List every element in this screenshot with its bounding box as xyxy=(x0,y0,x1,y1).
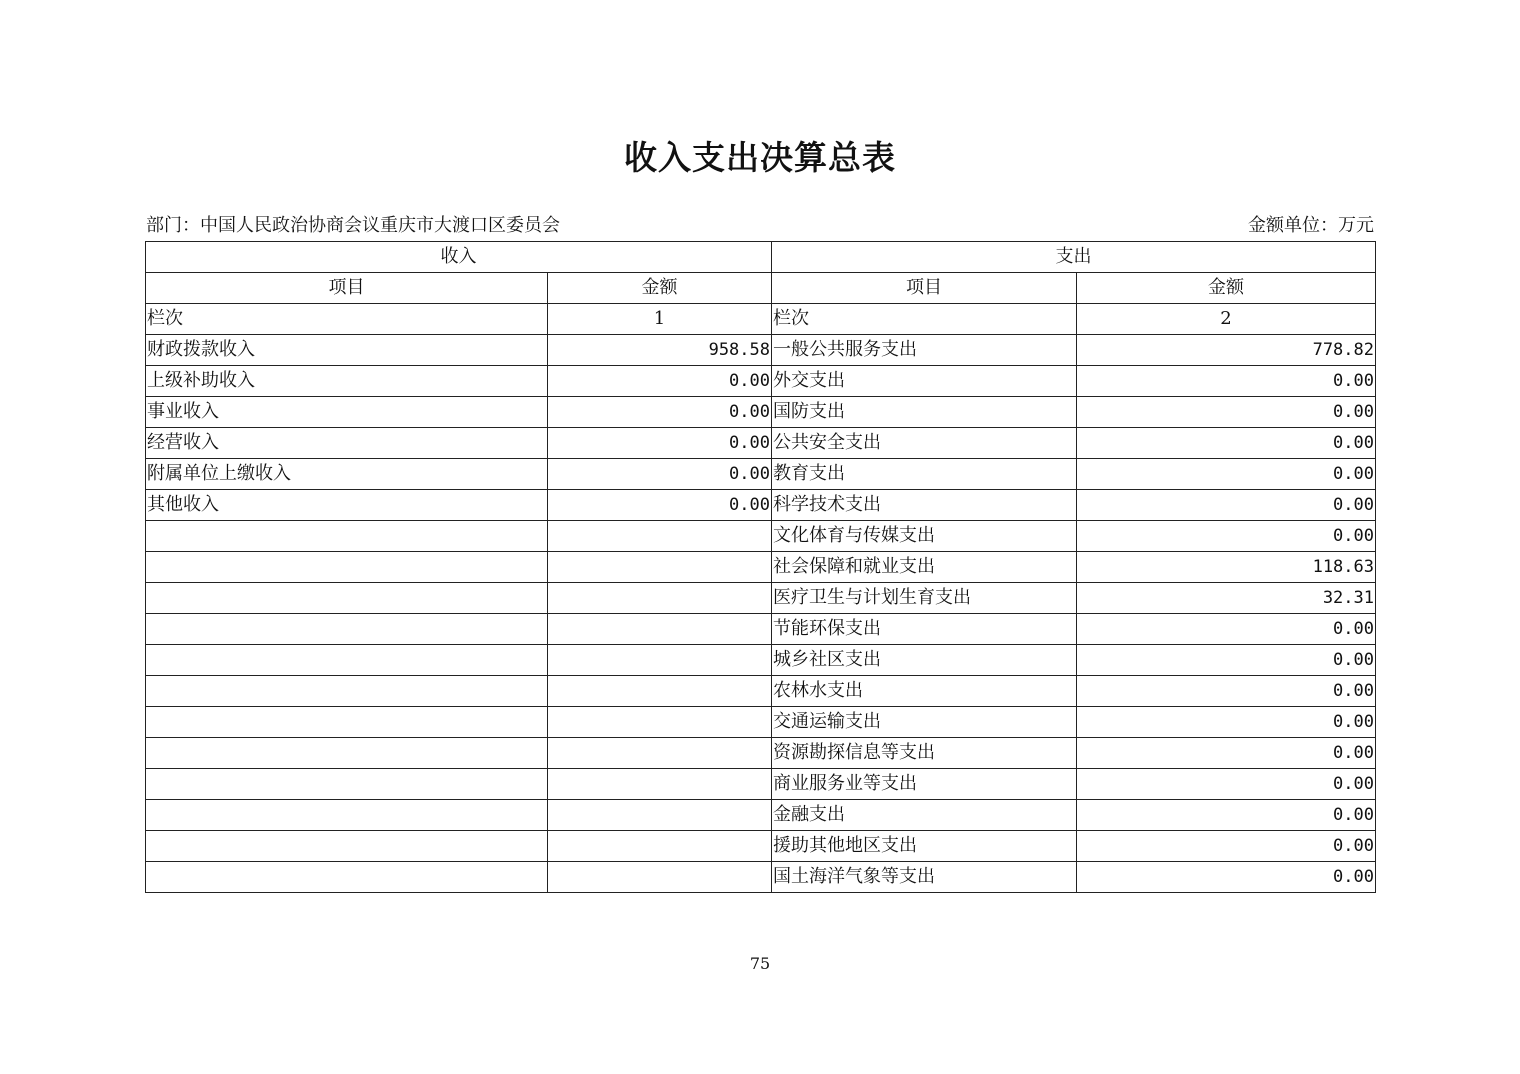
expense-item-cell: 交通运输支出 xyxy=(772,707,1077,738)
income-amount-cell: 958.58 xyxy=(548,335,772,366)
expense-amount-cell: 0.00 xyxy=(1077,428,1376,459)
expense-item-cell: 金融支出 xyxy=(772,800,1077,831)
income-item-cell: 经营收入 xyxy=(146,428,548,459)
expense-item-cell: 城乡社区支出 xyxy=(772,645,1077,676)
expense-amount-cell: 118.63 xyxy=(1077,552,1376,583)
table-row xyxy=(146,428,1376,459)
expense-amount-cell: 0.00 xyxy=(1077,769,1376,800)
income-item-cell: 其他收入 xyxy=(146,490,548,521)
expense-amount-cell: 32.31 xyxy=(1077,583,1376,614)
income-item-cell xyxy=(146,862,548,893)
income-amount-cell xyxy=(548,862,772,893)
expense-amount-cell: 0.00 xyxy=(1077,521,1376,552)
table-row xyxy=(146,862,1376,893)
income-amount-cell xyxy=(548,769,772,800)
income-item-cell xyxy=(146,738,548,769)
unit-label: 金额单位：万元 xyxy=(1248,215,1374,236)
expense-item-cell: 节能环保支出 xyxy=(772,614,1077,645)
income-item-header: 项目 xyxy=(146,273,548,304)
expense-item-cell: 农林水支出 xyxy=(772,676,1077,707)
expense-item-cell: 国防支出 xyxy=(772,397,1077,428)
income-amount-cell: 0.00 xyxy=(548,397,772,428)
income-amount-cell xyxy=(548,614,772,645)
income-amount-cell xyxy=(548,831,772,862)
table-row xyxy=(146,831,1376,862)
income-column-number: 1 xyxy=(548,304,772,335)
table-row xyxy=(146,738,1376,769)
income-amount-cell: 0.00 xyxy=(548,428,772,459)
table-column-header-row xyxy=(146,273,1376,304)
income-amount-cell: 0.00 xyxy=(548,490,772,521)
table-row xyxy=(146,552,1376,583)
income-amount-cell: 0.00 xyxy=(548,459,772,490)
expense-amount-cell: 0.00 xyxy=(1077,614,1376,645)
income-section-header: 收入 xyxy=(146,242,772,273)
expense-item-cell: 教育支出 xyxy=(772,459,1077,490)
table-row xyxy=(146,490,1376,521)
table-row xyxy=(146,366,1376,397)
expense-item-cell: 援助其他地区支出 xyxy=(772,831,1077,862)
income-expense-table xyxy=(145,241,1376,893)
income-item-cell xyxy=(146,521,548,552)
expense-amount-cell: 0.00 xyxy=(1077,459,1376,490)
expense-amount-cell: 0.00 xyxy=(1077,862,1376,893)
expense-amount-header: 金额 xyxy=(1077,273,1376,304)
expense-section-header: 支出 xyxy=(772,242,1376,273)
expense-item-cell: 社会保障和就业支出 xyxy=(772,552,1077,583)
table-row xyxy=(146,397,1376,428)
expense-amount-cell: 0.00 xyxy=(1077,707,1376,738)
income-item-cell: 上级补助收入 xyxy=(146,366,548,397)
table-row xyxy=(146,335,1376,366)
expense-item-cell: 科学技术支出 xyxy=(772,490,1077,521)
income-amount-cell xyxy=(548,676,772,707)
income-item-cell xyxy=(146,676,548,707)
income-item-cell xyxy=(146,645,548,676)
table-row xyxy=(146,614,1376,645)
income-amount-cell xyxy=(548,521,772,552)
income-amount-cell xyxy=(548,707,772,738)
expense-column-number: 2 xyxy=(1077,304,1376,335)
expense-item-cell: 商业服务业等支出 xyxy=(772,769,1077,800)
expense-item-cell: 医疗卫生与计划生育支出 xyxy=(772,583,1077,614)
income-amount-cell xyxy=(548,738,772,769)
income-item-cell: 附属单位上缴收入 xyxy=(146,459,548,490)
income-amount-cell xyxy=(548,583,772,614)
document-title: 收入支出决算总表 xyxy=(624,138,896,177)
expense-item-cell: 文化体育与传媒支出 xyxy=(772,521,1077,552)
income-item-cell xyxy=(146,552,548,583)
income-item-cell xyxy=(146,707,548,738)
income-amount-cell xyxy=(548,800,772,831)
expense-item-cell: 一般公共服务支出 xyxy=(772,335,1077,366)
income-amount-cell xyxy=(548,645,772,676)
table-row xyxy=(146,521,1376,552)
income-item-cell xyxy=(146,583,548,614)
expense-item-cell: 公共安全支出 xyxy=(772,428,1077,459)
income-item-cell: 财政拨款收入 xyxy=(146,335,548,366)
expense-amount-cell: 0.00 xyxy=(1077,397,1376,428)
table-row xyxy=(146,800,1376,831)
income-row-label: 栏次 xyxy=(146,304,548,335)
expense-amount-cell: 0.00 xyxy=(1077,366,1376,397)
expense-amount-cell: 0.00 xyxy=(1077,676,1376,707)
expense-row-label: 栏次 xyxy=(772,304,1077,335)
table-row xyxy=(146,645,1376,676)
income-item-cell: 事业收入 xyxy=(146,397,548,428)
expense-item-cell: 外交支出 xyxy=(772,366,1077,397)
department-label: 部门：中国人民政治协商会议重庆市大渡口区委员会 xyxy=(146,215,560,236)
expense-item-cell: 资源勘探信息等支出 xyxy=(772,738,1077,769)
income-item-cell xyxy=(146,800,548,831)
table-section-header-row xyxy=(146,242,1376,273)
expense-amount-cell: 0.00 xyxy=(1077,738,1376,769)
income-item-cell xyxy=(146,769,548,800)
page-number: 75 xyxy=(749,954,771,973)
table-column-number-row xyxy=(146,304,1376,335)
income-amount-header: 金额 xyxy=(548,273,772,304)
expense-item-header: 项目 xyxy=(772,273,1077,304)
income-item-cell xyxy=(146,831,548,862)
table-row xyxy=(146,769,1376,800)
expense-item-cell: 国土海洋气象等支出 xyxy=(772,862,1077,893)
table-row xyxy=(146,707,1376,738)
expense-amount-cell: 778.82 xyxy=(1077,335,1376,366)
table-row xyxy=(146,676,1376,707)
income-amount-cell xyxy=(548,552,772,583)
table-row xyxy=(146,459,1376,490)
income-item-cell xyxy=(146,614,548,645)
expense-amount-cell: 0.00 xyxy=(1077,831,1376,862)
table-row xyxy=(146,583,1376,614)
expense-amount-cell: 0.00 xyxy=(1077,800,1376,831)
expense-amount-cell: 0.00 xyxy=(1077,490,1376,521)
expense-amount-cell: 0.00 xyxy=(1077,645,1376,676)
income-amount-cell: 0.00 xyxy=(548,366,772,397)
